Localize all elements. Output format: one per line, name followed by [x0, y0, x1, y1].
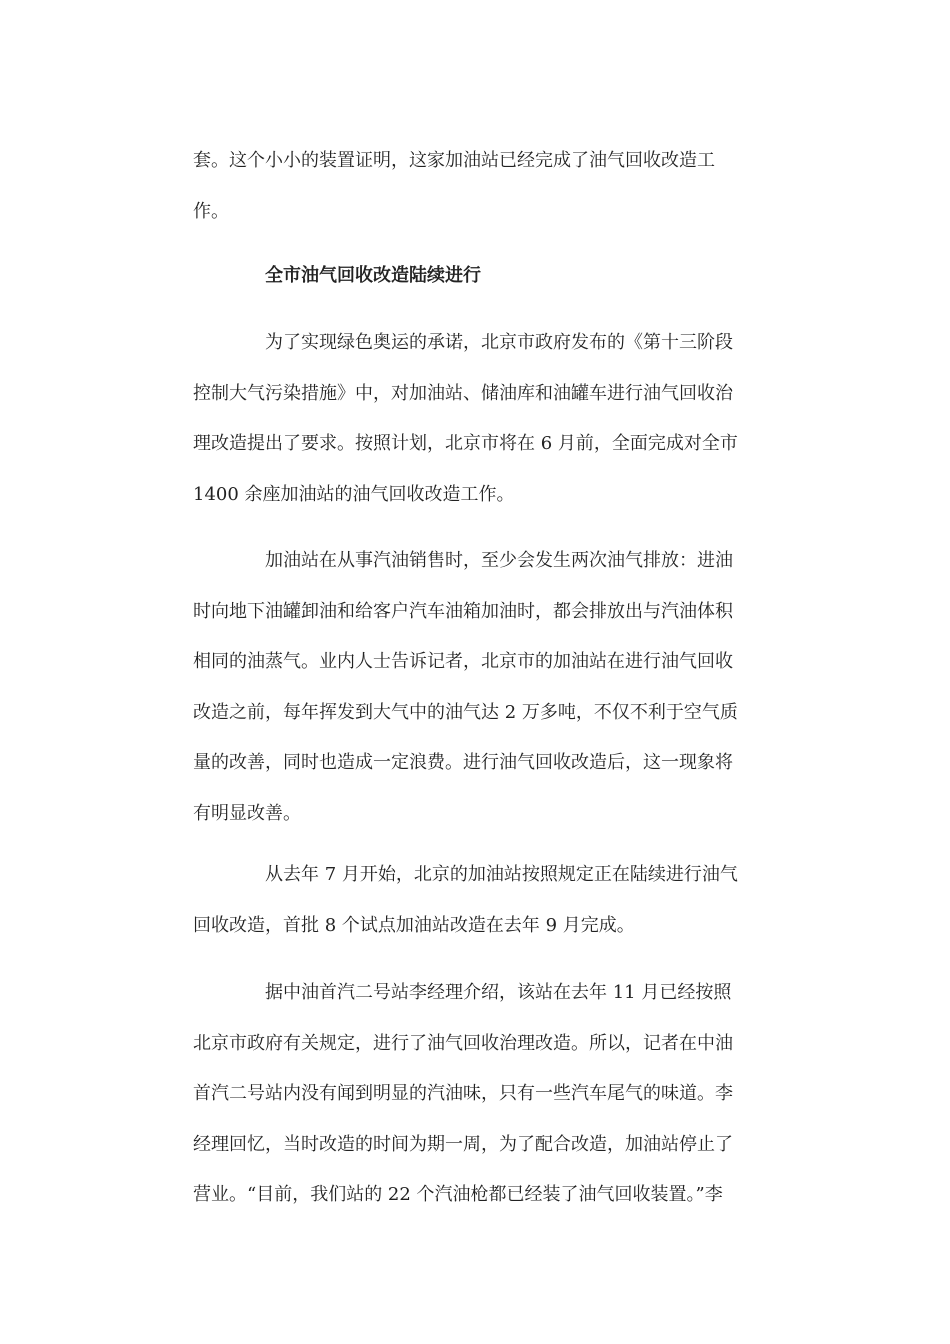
continuation-paragraph — [193, 136, 763, 237]
paragraph-line: 改造之前，每年挥发到大气中的油气达 2 万多吨，不仅不利于空气质 — [193, 701, 738, 723]
paragraph — [193, 536, 763, 839]
paragraph-line: 据中油首汽二号站李经理介绍，该站在去年 11 月已经按照 — [265, 982, 732, 1003]
paragraph-line: 有明显改善。 — [193, 802, 301, 824]
paragraph-line: 套。这个小小的装置证明，这家加油站已经完成了油气回收改造工 — [193, 150, 715, 171]
paragraph — [193, 318, 763, 520]
paragraph-line: 作。 — [193, 200, 229, 222]
paragraph-line: 营业。“目前，我们站的 22 个汽油枪都已经装了油气回收装置。”李 — [193, 1184, 723, 1205]
paragraph-line: 控制大气污染措施》中，对加油站、储油库和油罐车进行油气回收治 — [193, 382, 733, 404]
paragraph-line: 北京市政府有关规定，进行了油气回收治理改造。所以，记者在中油 — [193, 1032, 733, 1054]
paragraph-line: 加油站在从事汽油销售时，至少会发生两次油气排放：进油 — [265, 550, 733, 571]
paragraph-line: 1400 余座加油站的油气回收改造工作。 — [193, 483, 515, 505]
paragraph-line: 回收改造，首批 8 个试点加油站改造在去年 9 月完成。 — [193, 914, 635, 936]
paragraph — [193, 968, 763, 1221]
paragraph-line: 理改造提出了要求。按照计划，北京市将在 6 月前，全面完成对全市 — [193, 433, 738, 454]
paragraph-line: 为了实现绿色奥运的承诺，北京市政府发布的《第十三阶段 — [265, 332, 733, 353]
section-heading: 全市油气回收改造陆续进行 — [265, 265, 481, 286]
paragraph-line: 时向地下油罐卸油和给客户汽车油箱加油时，都会排放出与汽油体积 — [193, 600, 733, 622]
paragraph-line: 相同的油蒸气。业内人士告诉记者，北京市的加油站在进行油气回收 — [193, 651, 733, 672]
paragraph-line: 从去年 7 月开始，北京的加油站按照规定正在陆续进行油气 — [265, 864, 738, 885]
paragraph-line: 量的改善，同时也造成一定浪费。进行油气回收改造后，这一现象将 — [193, 752, 733, 773]
paragraph — [193, 850, 763, 951]
paragraph-line: 经理回忆，当时改造的时间为期一周，为了配合改造，加油站停止了 — [193, 1133, 733, 1155]
paragraph-line: 首汽二号站内没有闻到明显的汽油味，只有一些汽车尾气的味道。李 — [193, 1083, 733, 1104]
